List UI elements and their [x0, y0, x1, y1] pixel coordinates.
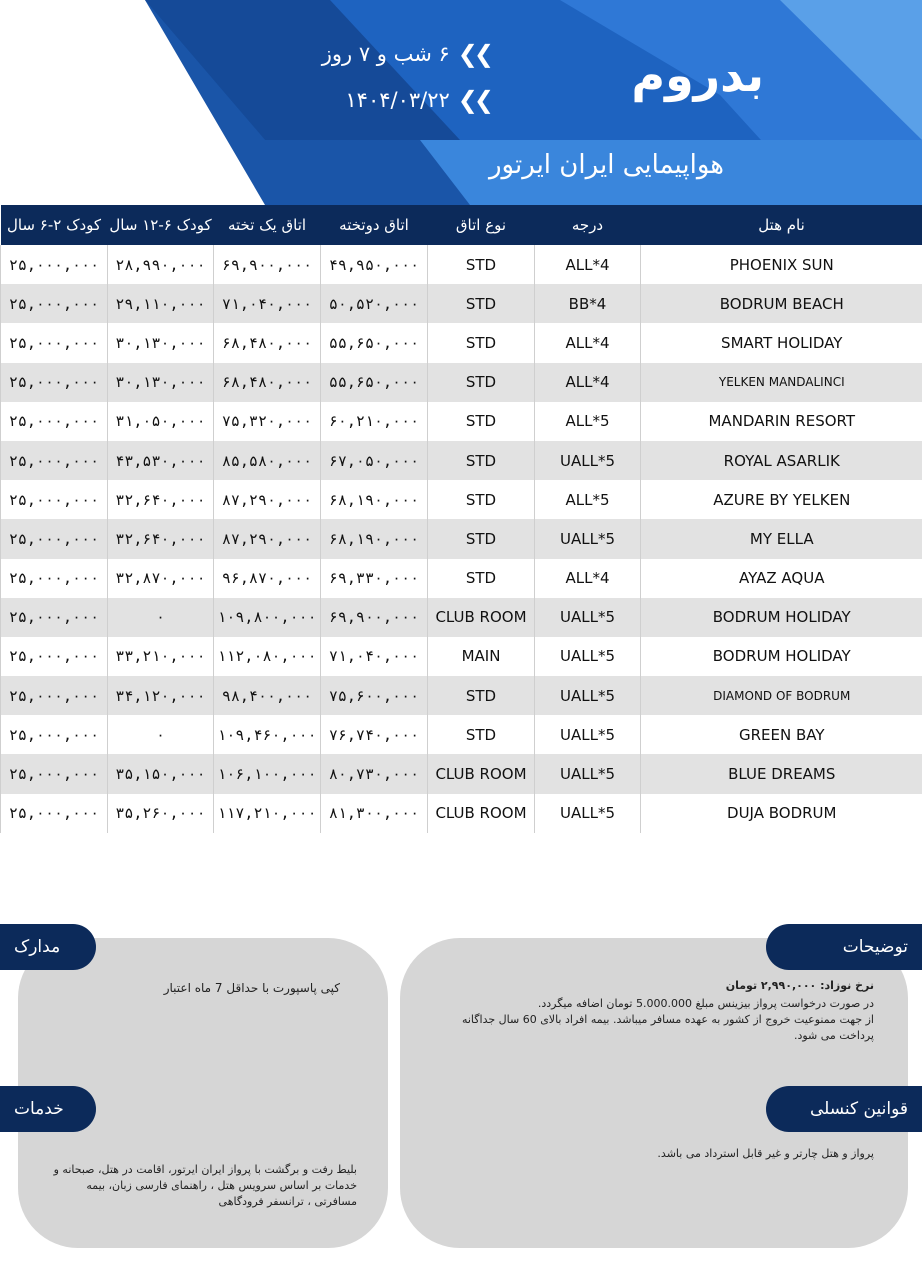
col-room-type: نوع اتاق — [428, 205, 535, 245]
col-grade: درجه — [535, 205, 641, 245]
double-room-price: ۵۵,۶۵۰,۰۰۰ — [321, 363, 428, 402]
single-room-price: ۸۵,۵۸۰,۰۰۰ — [214, 441, 321, 480]
col-child-2-6: کودک ۲-۶ سال — [1, 205, 108, 245]
double-room-price: ۶۹,۹۰۰,۰۰۰ — [321, 598, 428, 637]
hotel-name-cell: YELKEN MANDALINCI — [641, 363, 922, 402]
grade-cell: 4*ALL — [535, 559, 641, 598]
child-2-6-price: ۲۵,۰۰۰,۰۰۰ — [1, 637, 108, 676]
double-room-price: ۶۰,۲۱۰,۰۰۰ — [321, 402, 428, 441]
room-type-cell: STD — [428, 284, 535, 323]
child-2-6-price: ۲۵,۰۰۰,۰۰۰ — [1, 754, 108, 793]
child-6-12-price: ۳۱,۰۵۰,۰۰۰ — [108, 402, 214, 441]
hotel-name-cell: DIAMOND OF BODRUM — [641, 676, 922, 715]
table-row — [1, 754, 922, 793]
table-row — [1, 637, 922, 676]
col-single-room: اتاق یک تخته — [214, 205, 321, 245]
grade-cell: 4*ALL — [535, 323, 641, 362]
hotel-name-cell: MY ELLA — [641, 519, 922, 558]
grade-cell: 4*BB — [535, 284, 641, 323]
child-6-12-price: ۳۴,۱۲۰,۰۰۰ — [108, 676, 214, 715]
double-room-price: ۸۰,۷۳۰,۰۰۰ — [321, 754, 428, 793]
documents-title: مدارک — [14, 937, 61, 957]
single-room-price: ۶۹,۹۰۰,۰۰۰ — [214, 245, 321, 284]
cancel-tab — [766, 1086, 922, 1132]
double-room-price: ۶۸,۱۹۰,۰۰۰ — [321, 480, 428, 519]
single-room-price: ۱۰۶,۱۰۰,۰۰۰ — [214, 754, 321, 793]
table-row — [1, 480, 922, 519]
double-room-price: ۵۰,۵۲۰,۰۰۰ — [321, 284, 428, 323]
child-6-12-price: ۳۰,۱۳۰,۰۰۰ — [108, 323, 214, 362]
child-2-6-price: ۲۵,۰۰۰,۰۰۰ — [1, 794, 108, 833]
child-6-12-price: ۳۲,۸۷۰,۰۰۰ — [108, 559, 214, 598]
child-2-6-price: ۲۵,۰۰۰,۰۰۰ — [1, 480, 108, 519]
grade-cell: 5*ALL — [535, 480, 641, 519]
single-room-price: ۶۸,۴۸۰,۰۰۰ — [214, 323, 321, 362]
hotel-name-cell: PHOENIX SUN — [641, 245, 922, 284]
hotel-name-cell: ROYAL ASARLIK — [641, 441, 922, 480]
table-row — [1, 245, 922, 284]
room-type-cell: STD — [428, 715, 535, 754]
col-child-6-12: کودک ۶-۱۲ سال — [108, 205, 214, 245]
room-type-cell: STD — [428, 245, 535, 284]
grade-cell: 5*ALL — [535, 402, 641, 441]
exit-ban-note: از جهت ممنوعیت خروج از کشور به عهده مسافر میباشد. بیمه افراد بالای 60 سال جداگانه پرداخت می شود. — [461, 1013, 874, 1042]
child-6-12-price: ۳۲,۶۴۰,۰۰۰ — [108, 480, 214, 519]
child-2-6-price: ۲۵,۰۰۰,۰۰۰ — [1, 715, 108, 754]
child-6-12-price: ۳۵,۲۶۰,۰۰۰ — [108, 794, 214, 833]
child-2-6-price: ۲۵,۰۰۰,۰۰۰ — [1, 441, 108, 480]
table-row — [1, 794, 922, 833]
single-room-price: ۱۱۷,۲۱۰,۰۰۰ — [214, 794, 321, 833]
child-2-6-price: ۲۵,۰۰۰,۰۰۰ — [1, 323, 108, 362]
child-2-6-price: ۲۵,۰۰۰,۰۰۰ — [1, 245, 108, 284]
grade-cell: 4*ALL — [535, 245, 641, 284]
double-room-price: ۴۹,۹۵۰,۰۰۰ — [321, 245, 428, 284]
room-type-cell: STD — [428, 323, 535, 362]
single-room-price: ۶۸,۴۸۰,۰۰۰ — [214, 363, 321, 402]
grade-cell: 5*UALL — [535, 676, 641, 715]
double-room-price: ۷۱,۰۴۰,۰۰۰ — [321, 637, 428, 676]
child-2-6-price: ۲۵,۰۰۰,۰۰۰ — [1, 519, 108, 558]
grade-cell: 5*UALL — [535, 519, 641, 558]
table-row — [1, 323, 922, 362]
hotel-name-cell: BODRUM BEACH — [641, 284, 922, 323]
double-room-price: ۶۷,۰۵۰,۰۰۰ — [321, 441, 428, 480]
room-type-cell: CLUB ROOM — [428, 754, 535, 793]
hotel-price-table — [0, 205, 922, 833]
single-room-price: ۸۷,۲۹۰,۰۰۰ — [214, 519, 321, 558]
chevron-icon: ❯❯ — [457, 86, 490, 114]
grade-cell: 5*UALL — [535, 754, 641, 793]
room-type-cell: STD — [428, 559, 535, 598]
table-row — [1, 715, 922, 754]
child-6-12-price: ۰ — [108, 598, 214, 637]
child-6-12-price: ۰ — [108, 715, 214, 754]
table-row — [1, 402, 922, 441]
child-2-6-price: ۲۵,۰۰۰,۰۰۰ — [1, 559, 108, 598]
child-6-12-price: ۳۲,۶۴۰,۰۰۰ — [108, 519, 214, 558]
hotel-name-cell: BODRUM HOLIDAY — [641, 598, 922, 637]
chevron-icon: ❯❯ — [457, 40, 490, 68]
child-2-6-price: ۲۵,۰۰۰,۰۰۰ — [1, 598, 108, 637]
single-room-price: ۱۰۹,۸۰۰,۰۰۰ — [214, 598, 321, 637]
date-row — [345, 86, 490, 114]
single-room-price: ۹۸,۴۰۰,۰۰۰ — [214, 676, 321, 715]
notes-title: توضیحات — [842, 937, 908, 957]
room-type-cell: STD — [428, 480, 535, 519]
double-room-price: ۸۱,۳۰۰,۰۰۰ — [321, 794, 428, 833]
child-6-12-price: ۲۹,۱۱۰,۰۰۰ — [108, 284, 214, 323]
child-2-6-price: ۲۵,۰۰۰,۰۰۰ — [1, 676, 108, 715]
cancel-text: پرواز و هتل چارتر و غیر قابل استرداد می باشد. — [657, 1147, 874, 1160]
child-2-6-price: ۲۵,۰۰۰,۰۰۰ — [1, 363, 108, 402]
destination-title: بدروم — [631, 48, 764, 102]
services-title: خدمات — [14, 1099, 64, 1119]
hotel-name-cell: BODRUM HOLIDAY — [641, 637, 922, 676]
grade-cell: 5*UALL — [535, 598, 641, 637]
table-row — [1, 598, 922, 637]
table-row — [1, 519, 922, 558]
room-type-cell: STD — [428, 363, 535, 402]
hotel-name-cell: DUJA BODRUM — [641, 794, 922, 833]
grade-cell: 5*UALL — [535, 441, 641, 480]
col-hotel-name: نام هتل — [641, 205, 922, 245]
room-type-cell: STD — [428, 519, 535, 558]
table-header-row — [1, 205, 922, 245]
hotel-name-cell: MANDARIN RESORT — [641, 402, 922, 441]
single-room-price: ۱۰۹,۴۶۰,۰۰۰ — [214, 715, 321, 754]
hotel-name-cell: SMART HOLIDAY — [641, 323, 922, 362]
child-6-12-price: ۲۸,۹۹۰,۰۰۰ — [108, 245, 214, 284]
room-type-cell: MAIN — [428, 637, 535, 676]
hotel-name-cell: AYAZ AQUA — [641, 559, 922, 598]
services-tab — [0, 1086, 96, 1132]
infant-rate: نرخ نوزاد: ۲,۹۹۰,۰۰۰ تومان — [725, 979, 874, 992]
grade-cell: 5*UALL — [535, 715, 641, 754]
room-type-cell: CLUB ROOM — [428, 794, 535, 833]
table-row — [1, 559, 922, 598]
child-2-6-price: ۲۵,۰۰۰,۰۰۰ — [1, 284, 108, 323]
grade-cell: 4*ALL — [535, 363, 641, 402]
room-type-cell: STD — [428, 441, 535, 480]
cancel-title: قوانین کنسلی — [809, 1099, 908, 1119]
header-banner — [0, 0, 922, 205]
child-6-12-price: ۳۰,۱۳۰,۰۰۰ — [108, 363, 214, 402]
child-6-12-price: ۴۳,۵۳۰,۰۰۰ — [108, 441, 214, 480]
table-row — [1, 676, 922, 715]
double-room-price: ۶۹,۳۳۰,۰۰۰ — [321, 559, 428, 598]
room-type-cell: STD — [428, 402, 535, 441]
airline-name: هواپیمایی ایران ایرتور — [489, 150, 724, 180]
double-room-price: ۷۶,۷۴۰,۰۰۰ — [321, 715, 428, 754]
single-room-price: ۷۵,۳۲۰,۰۰۰ — [214, 402, 321, 441]
child-6-12-price: ۳۳,۲۱۰,۰۰۰ — [108, 637, 214, 676]
double-room-price: ۷۵,۶۰۰,۰۰۰ — [321, 676, 428, 715]
double-room-price: ۵۵,۶۵۰,۰۰۰ — [321, 323, 428, 362]
room-type-cell: CLUB ROOM — [428, 598, 535, 637]
col-double-room: اتاق دوتخته — [321, 205, 428, 245]
documents-tab — [0, 924, 96, 970]
single-room-price: ۹۶,۸۷۰,۰۰۰ — [214, 559, 321, 598]
documents-text: کپی پاسپورت با حداقل 7 ماه اعتبار — [163, 981, 340, 995]
double-room-price: ۶۸,۱۹۰,۰۰۰ — [321, 519, 428, 558]
hotel-name-cell: GREEN BAY — [641, 715, 922, 754]
child-6-12-price: ۳۵,۱۵۰,۰۰۰ — [108, 754, 214, 793]
room-type-cell: STD — [428, 676, 535, 715]
grade-cell: 5*UALL — [535, 637, 641, 676]
duration-text: ۶ شب و ۷ روز — [321, 42, 450, 66]
hotel-name-cell: AZURE BY YELKEN — [641, 480, 922, 519]
grade-cell: 5*UALL — [535, 794, 641, 833]
table-row — [1, 441, 922, 480]
single-room-price: ۸۷,۲۹۰,۰۰۰ — [214, 480, 321, 519]
child-2-6-price: ۲۵,۰۰۰,۰۰۰ — [1, 402, 108, 441]
table-row — [1, 284, 922, 323]
date-text: ۱۴۰۴/۰۳/۲۲ — [345, 88, 450, 112]
duration-row — [322, 40, 490, 68]
table-row — [1, 363, 922, 402]
hotel-name-cell: BLUE DREAMS — [641, 754, 922, 793]
single-room-price: ۷۱,۰۴۰,۰۰۰ — [214, 284, 321, 323]
business-note: در صورت درخواست پرواز بیزینس مبلغ 5.000.000 تومان اضافه میگردد. — [537, 997, 874, 1010]
services-text: بلیط رفت و برگشت با پرواز ایران ایرتور، اقامت در هتل، صبحانه و خدمات بر اساس سرویس هتل ، راهنمای فارسی زبان، بیمه مسافرتی ، ترانسفر فرودگاهی — [53, 1163, 357, 1208]
single-room-price: ۱۱۲,۰۸۰,۰۰۰ — [214, 637, 321, 676]
notes-tab — [766, 924, 922, 970]
